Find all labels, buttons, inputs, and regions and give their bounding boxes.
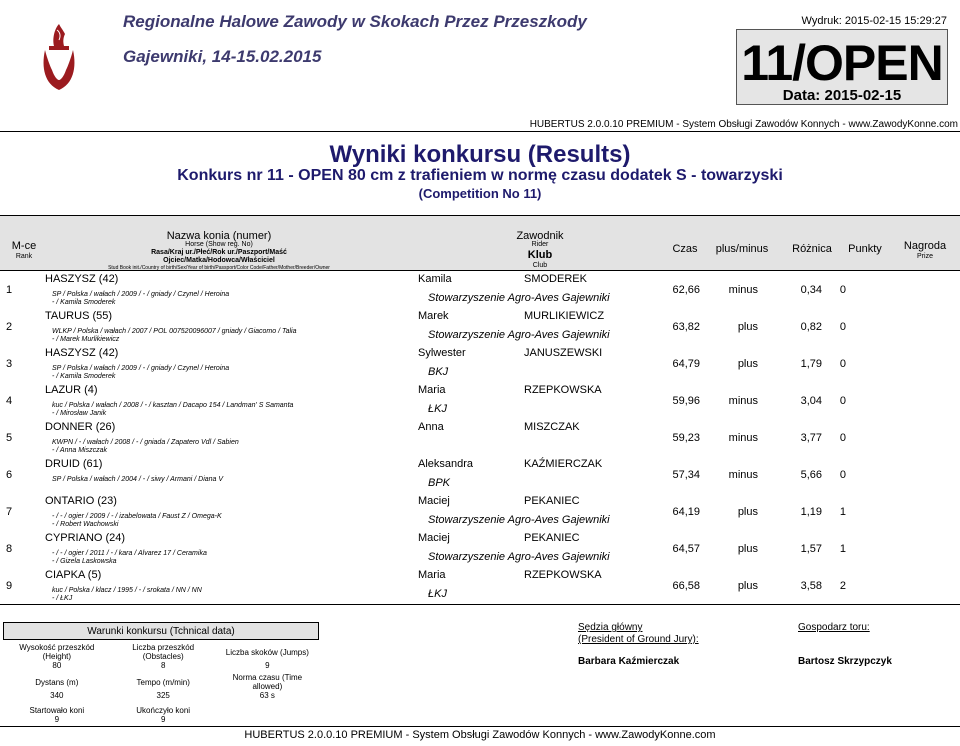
started-value: 9	[54, 715, 60, 724]
col-prize: Nagroda	[903, 240, 947, 252]
plusminus-value: plus	[737, 321, 758, 333]
col-horse-sub1: Rasa/Kraj ur./Płeć/Rok ur./Paszport/Maść	[151, 249, 287, 256]
col-prize-en: Prize	[917, 253, 933, 260]
points-value: 0	[839, 321, 846, 333]
horse-name: HASZYSZ (42)	[45, 273, 119, 285]
divider	[0, 131, 960, 132]
table-row	[0, 494, 960, 531]
rider-club: BKJ	[428, 366, 449, 378]
table-row	[0, 568, 960, 605]
table-row	[0, 420, 960, 457]
horse-details: kuc / Polska / klacz / 1995 / - / srokata / NN / NN	[52, 587, 202, 594]
rank-cell: 8	[6, 543, 13, 555]
footer-system-line: HUBERTUS 2.0.0.10 PREMIUM - System Obsługi Zawodów Konnych - www.ZawodyKonne.com	[244, 729, 716, 741]
table-bottom-border	[0, 604, 960, 605]
table-row	[0, 531, 960, 568]
col-horse-en: Horse (Show reg. No)	[185, 241, 253, 248]
table-row	[0, 309, 960, 346]
footer-divider	[0, 726, 960, 727]
rider-club: ŁKJ	[428, 588, 447, 600]
horse-name: DRUID (61)	[45, 458, 103, 470]
time-value: 63,82	[672, 321, 700, 333]
distance-label: Dystans (m)	[35, 677, 79, 687]
rider-first-name: Aleksandra	[418, 458, 474, 470]
points-value: 1	[839, 543, 846, 555]
table-row	[0, 383, 960, 420]
horse-details: SP / Polska / wałach / 2009 / - / gniady / Czynel / Heroina	[52, 365, 230, 372]
rider-first-name: Anna	[418, 421, 444, 433]
plusminus-value: minus	[728, 432, 758, 444]
rider-first-name: Sylwester	[418, 347, 466, 359]
event-place-date: Gajewniki, 14-15.02.2015	[123, 47, 322, 66]
rank-cell: 5	[6, 432, 13, 444]
rider-first-name: Maria	[418, 384, 446, 396]
col-horse: Nazwa konia (numer)	[166, 230, 272, 242]
points-value: 0	[839, 395, 846, 407]
event-title: Regionalne Halowe Zawody w Skokach Przez Przeszkody	[123, 12, 587, 31]
diff-value: 3,04	[800, 395, 822, 407]
horse-name: LAZUR (4)	[45, 384, 98, 396]
rider-club: BPK	[428, 477, 451, 489]
time-value: 64,79	[672, 358, 700, 370]
horse-name: CYPRIANO (24)	[45, 532, 126, 544]
horse-owner: - / Mirosław Janik	[52, 410, 107, 417]
horse-name: CIAPKA (5)	[45, 569, 102, 581]
jumps-label: Liczba skoków (Jumps)	[225, 647, 309, 657]
competition-box	[736, 29, 948, 105]
plusminus-value: minus	[728, 284, 758, 296]
plusminus-value: plus	[737, 543, 758, 555]
horse-details: - / - / ogier / 2009 / - / izabelowata / Faust Z / Omega-K	[52, 513, 222, 520]
obstacles-label: Liczba przeszkód (Obstacles)	[132, 643, 195, 661]
horse-details: kuc / Polska / wałach / 2008 / - / kasztan / Dacapo 154 / Landman' S Samanta	[52, 402, 294, 409]
horse-owner: - / Kamila Smoderek	[52, 373, 116, 380]
rank-cell: 2	[6, 321, 13, 333]
judge-title-en: (President of Ground Jury):	[578, 634, 699, 645]
horse-details: KWPN / - / wałach / 2008 / - / gniada / Zapatero Vdl / Sabien	[52, 439, 239, 446]
competition-description: Konkurs nr 11 - OPEN 80 cm z trafieniem w normę czasu dodatek S - towarzyski	[177, 167, 783, 184]
col-time: Czas	[672, 243, 698, 255]
plusminus-value: plus	[737, 506, 758, 518]
table-row	[0, 272, 960, 309]
horse-details: WLKP / Polska / wałach / 2007 / POL 007520096007 / gniady / Giacomo / Talia	[52, 328, 297, 335]
rank-cell: 9	[6, 580, 13, 592]
rider-last-name: SMODEREK	[524, 273, 587, 285]
horse-owner: - / Kamila Smoderek	[52, 299, 116, 306]
table-row	[0, 457, 960, 494]
col-horse-sub2: Ojciec/Matka/Hodowca/Właściciel	[163, 257, 275, 264]
finished-label: Ukończyło koni	[136, 706, 191, 715]
horse-details: SP / Polska / wałach / 2009 / - / gniady / Czynel / Heroina	[52, 291, 230, 298]
diff-value: 1,79	[800, 358, 822, 370]
rider-last-name: MURLIKIEWICZ	[524, 310, 605, 322]
rider-club: Stowarzyszenie Agro-Aves Gajewniki	[428, 329, 610, 341]
diff-value: 1,19	[800, 506, 822, 518]
finished-value: 9	[160, 715, 166, 724]
col-rank-en: Rank	[15, 253, 33, 260]
rider-last-name: PEKANIEC	[524, 495, 580, 507]
conditions-panel	[3, 622, 319, 724]
time-value: 59,23	[672, 432, 700, 444]
horseshoe-logo-icon	[37, 20, 81, 94]
plusminus-value: minus	[728, 395, 758, 407]
rank-cell: 3	[6, 358, 13, 370]
col-club: Klub	[527, 249, 553, 261]
competition-number: (Competition No 11)	[418, 186, 542, 201]
table-row	[0, 346, 960, 383]
points-value: 0	[839, 284, 846, 296]
horse-name: ONTARIO (23)	[45, 495, 117, 507]
rider-first-name: Maciej	[418, 532, 450, 544]
col-plusminus: plus/minus	[715, 243, 769, 255]
results-title: Wyniki konkursu (Results)	[329, 141, 631, 168]
competition-code: 11/OPEN	[741, 35, 943, 91]
rider-first-name: Maria	[418, 569, 446, 581]
conditions-title: Warunki konkursu (Tchnical data)	[4, 623, 319, 640]
points-value: 2	[839, 580, 846, 592]
time-value: 66,58	[672, 580, 700, 592]
rider-club: Stowarzyszenie Agro-Aves Gajewniki	[428, 514, 610, 526]
col-rider-en: Rider	[531, 241, 549, 248]
diff-value: 5,66	[800, 469, 822, 481]
horse-name: HASZYSZ (42)	[45, 347, 119, 359]
col-points: Punkty	[848, 243, 882, 255]
time-allowed-value: 63 s	[259, 691, 275, 700]
diff-value: 0,82	[800, 321, 822, 333]
horse-name: TAURUS (55)	[45, 310, 113, 322]
jumps-value: 9	[265, 661, 270, 670]
horse-owner: - / Anna Miszczak	[52, 447, 107, 454]
time-value: 57,34	[672, 469, 700, 481]
obstacles-value: 8	[160, 661, 166, 670]
horse-details: SP / Polska / wałach / 2004 / - / siwy / Armani / Diana V	[52, 476, 224, 483]
rider-club: Stowarzyszenie Agro-Aves Gajewniki	[428, 292, 610, 304]
host-name: Bartosz Skrzypczyk	[798, 656, 892, 667]
rider-last-name: RZEPKOWSKA	[524, 384, 602, 396]
rider-last-name: MISZCZAK	[524, 421, 580, 433]
rank-cell: 1	[6, 284, 13, 296]
time-value: 64,57	[672, 543, 700, 555]
horse-owner: - / ŁKJ	[52, 595, 73, 602]
rider-first-name: Marek	[418, 310, 449, 322]
horse-name: DONNER (26)	[45, 421, 116, 433]
diff-value: 3,77	[800, 432, 822, 444]
rank-cell: 7	[6, 506, 13, 518]
rider-last-name: JANUSZEWSKI	[524, 347, 603, 359]
tempo-value: 325	[156, 691, 170, 700]
height-value: 80	[52, 661, 62, 670]
horse-owner: - / Gizela Laskowska	[52, 558, 117, 565]
col-rank: M-ce	[11, 240, 37, 252]
time-allowed-label: Norma czasu (Time allowed)	[232, 673, 303, 691]
rider-club: ŁKJ	[428, 403, 447, 415]
col-diff: Różnica	[792, 243, 832, 255]
diff-value: 3,58	[800, 580, 822, 592]
height-label: Wysokość przeszkód (Height)	[19, 643, 95, 661]
diff-value: 0,34	[800, 284, 822, 296]
time-value: 59,96	[672, 395, 700, 407]
rider-first-name: Maciej	[418, 495, 450, 507]
points-value: 0	[839, 358, 846, 370]
system-line: HUBERTUS 2.0.0.10 PREMIUM - System Obsługi Zawodów Konnych - www.ZawodyKonne.com	[529, 119, 958, 130]
rider-first-name: Kamila	[418, 273, 452, 285]
time-value: 64,19	[672, 506, 700, 518]
print-timestamp: Wydruk: 2015-02-15 15:29:27	[801, 15, 947, 27]
plusminus-value: plus	[737, 358, 758, 370]
rider-club: Stowarzyszenie Agro-Aves Gajewniki	[428, 551, 610, 563]
points-value: 0	[839, 432, 846, 444]
distance-value: 340	[50, 691, 64, 700]
diff-value: 1,57	[800, 543, 822, 555]
horse-owner: - / Marek Murlikiewicz	[52, 336, 120, 343]
rider-last-name: RZEPKOWSKA	[524, 569, 602, 581]
judge-title: Sędzia główny	[578, 622, 643, 633]
points-value: 1	[839, 506, 846, 518]
started-label: Startowało koni	[29, 706, 85, 715]
time-value: 62,66	[672, 284, 700, 296]
horse-owner: - / Robert Wachowski	[52, 521, 119, 528]
rider-last-name: PEKANIEC	[524, 532, 580, 544]
rider-last-name: KAŹMIERCZAK	[524, 458, 603, 470]
table-header	[0, 215, 960, 271]
judge-name: Barbara Kaźmierczak	[578, 656, 680, 667]
col-rider: Zawodnik	[516, 230, 564, 242]
plusminus-value: minus	[728, 469, 758, 481]
rank-cell: 6	[6, 469, 13, 481]
points-value: 0	[839, 469, 846, 481]
tempo-label: Tempo (m/min)	[136, 677, 190, 687]
rank-cell: 4	[6, 395, 13, 407]
col-club-en: Club	[532, 262, 548, 269]
host-title: Gospodarz toru:	[798, 622, 870, 633]
col-horse-sub3: Stud Book init./Country of birth/Sex/Year of birth/Passport/Color Code/Father/Mother/Breeder/Owner	[108, 265, 330, 271]
horse-details: - / - / ogier / 2011 / - / kara / Alvarez 17 / Ceramika	[52, 550, 207, 557]
competition-date: Data: 2015-02-15	[782, 87, 902, 104]
plusminus-value: plus	[737, 580, 758, 592]
